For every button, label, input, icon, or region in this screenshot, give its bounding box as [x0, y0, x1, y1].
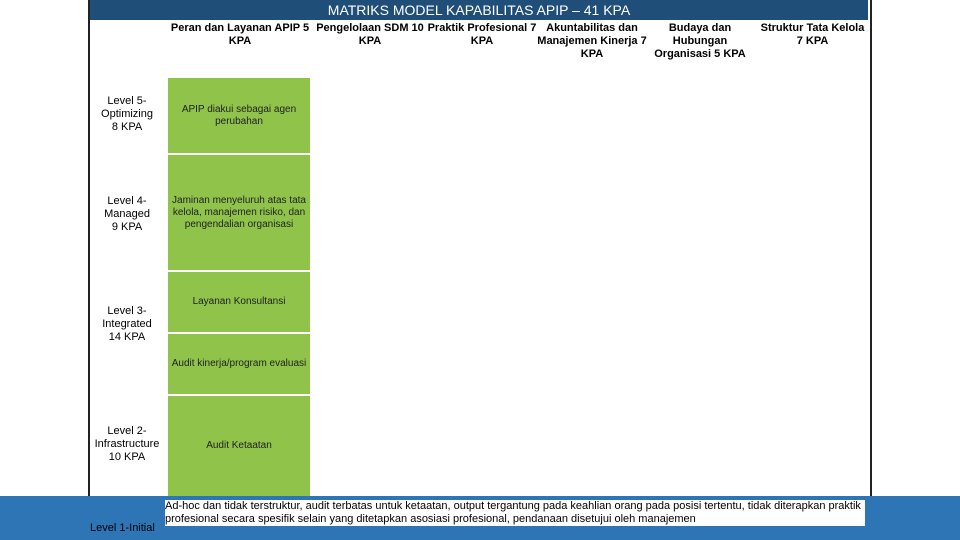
col-header-6: Struktur Tata Kelola 7 KPA — [760, 22, 865, 47]
col-header-1: Peran dan Layanan APIP 5 KPA — [170, 22, 310, 47]
col-header-3: Praktik Profesional 7 KPA — [427, 22, 537, 47]
level-5: Level 5- Optimizing 8 KPA — [101, 95, 153, 133]
cell-l4-c1: Jaminan menyeluruh atas tata kelola, manajemen risiko, dan pengendalian organisasi — [168, 155, 310, 270]
level-3: Level 3- Integrated 14 KPA — [102, 305, 152, 343]
cell-l3-c1a: Layanan Konsultansi — [168, 272, 310, 332]
level-1-text: Ad-hoc dan tidak terstruktur, audit terbatas untuk ketaatan, output tergantung pada keahlian orang pada posisi tertentu, tidak diterapkan praktik profesional secara spesifik selain yang ditetapkan asosiasi profesional, pendanaan disetujui oleh manajemen — [165, 500, 865, 526]
col-header-4: Akuntabilitas dan Manajemen Kinerja 7 KPA — [537, 22, 647, 60]
level-1-label: Level 1-Initial — [90, 522, 155, 534]
level-4: Level 4- Managed 9 KPA — [104, 195, 150, 233]
cell-l3-c1b: Audit kinerja/program evaluasi — [168, 334, 310, 394]
cell-l5-c1: APIP diakui sebagai agen perubahan — [168, 78, 310, 153]
slide-title: MATRIKS MODEL KAPABILITAS APIP – 41 KPA — [90, 0, 868, 20]
col-header-5: Budaya dan Hubungan Organisasi 5 KPA — [654, 22, 746, 60]
cell-l2-c1: Audit Ketaatan — [168, 396, 310, 496]
col-header-2: Pengelolaan SDM 10 KPA — [316, 22, 424, 47]
level-2: Level 2- Infrastructure 10 KPA — [94, 425, 160, 463]
